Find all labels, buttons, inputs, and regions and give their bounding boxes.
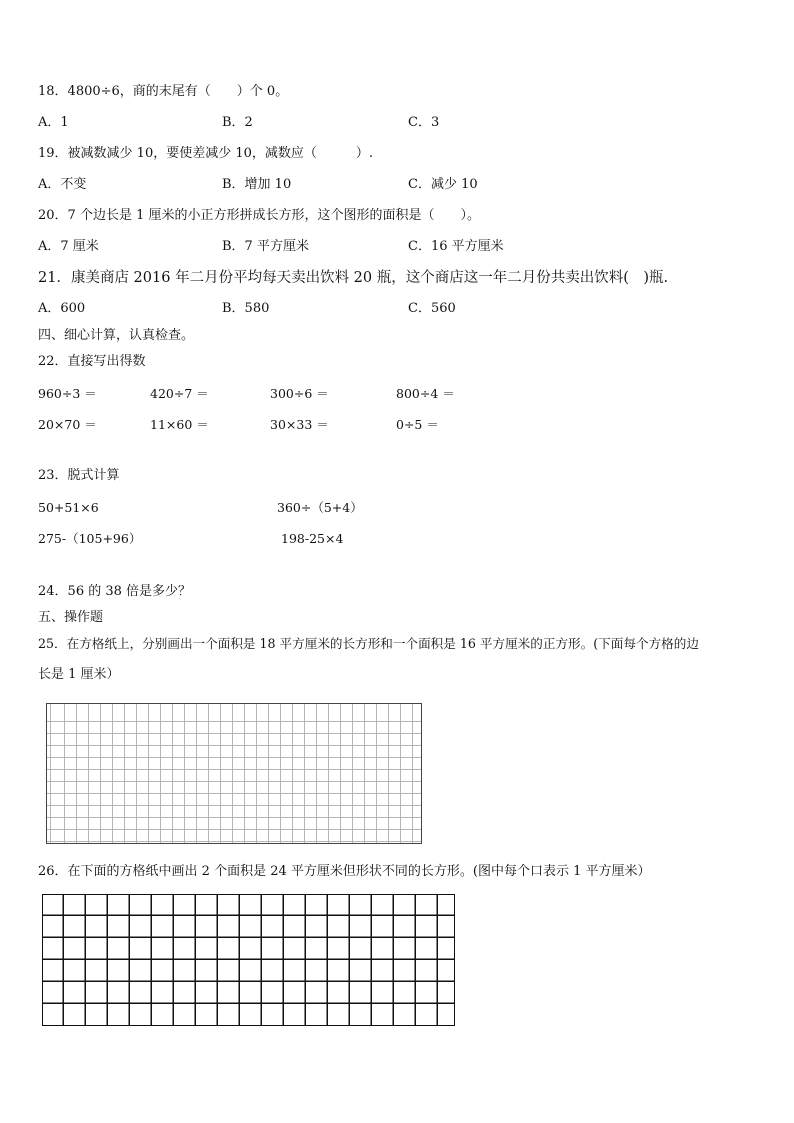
q22-item: 11×60 ＝: [150, 417, 209, 432]
q19-question: 19．被减数减少 10，要使差减少 10，减数应（ ）.: [38, 146, 374, 161]
q19-option-b: B．增加 10: [222, 177, 292, 192]
q18-option-c: C．3: [408, 115, 440, 130]
q22-item: 960÷3 ＝: [38, 386, 97, 401]
q22-item: 300÷6 ＝: [270, 386, 329, 401]
q24-question: 24．56 的 38 倍是多少？: [38, 584, 192, 599]
q23-title: 23．脱式计算: [38, 468, 120, 483]
q23-item: 50+51×6: [38, 500, 99, 515]
q18-option-a: A．1: [38, 115, 69, 130]
q18-option-b: B．2: [222, 115, 253, 130]
q18-question: 18．4800÷6，商的末尾有（ ）个 0。: [38, 84, 289, 99]
q19-option-a: A．不变: [38, 177, 87, 192]
q22-item: 20×70 ＝: [38, 417, 97, 432]
q22-item: 420÷7 ＝: [150, 386, 209, 401]
q22-item: 30×33 ＝: [270, 417, 329, 432]
q22-item: 800÷4 ＝: [396, 386, 455, 401]
q20-option-a: A．7 厘米: [38, 239, 99, 254]
q20-question: 20．7 个边长是 1 厘米的小正方形拼成长方形，这个图形的面积是（ ）。: [38, 208, 480, 223]
q26-question: 26．在下面的方格纸中画出 2 个面积是 24 平方厘米但形状不同的长方形。(图中每个口表示 1 平方厘米）: [38, 864, 651, 879]
q20-option-b: B．7 平方厘米: [222, 239, 309, 254]
q21-option-b: B．580: [222, 301, 270, 316]
q23-item: 198-25×4: [281, 531, 344, 546]
q25-question-line1: 25．在方格纸上，分别画出一个面积是 18 平方厘米的长方形和一个面积是 16 平方厘米的正方形。(下面每个方格的边: [38, 636, 699, 651]
q22-item: 0÷5 ＝: [396, 417, 439, 432]
q19-option-c: C．减少 10: [408, 177, 478, 192]
square-grid-paper[interactable]: [42, 894, 455, 1026]
q21-option-c: C．560: [408, 301, 456, 316]
section-4-heading: 四、细心计算，认真检查。: [38, 328, 195, 343]
q21-option-a: A．600: [38, 301, 86, 316]
q21-question: 21．康美商店 2016 年二月份平均每天卖出饮料 20 瓶，这个商店这一年二月份共卖出饮料( )瓶.: [38, 270, 669, 286]
q22-title: 22．直接写出得数: [38, 354, 146, 369]
q25-question-line2: 长是 1 厘米）: [38, 667, 120, 682]
section-5-heading: 五、操作题: [38, 610, 104, 625]
dotted-grid-paper[interactable]: [46, 703, 422, 844]
q23-item: 360÷（5+4）: [277, 500, 363, 515]
q20-option-c: C．16 平方厘米: [408, 239, 504, 254]
q23-item: 275-（105+96）: [38, 531, 142, 546]
